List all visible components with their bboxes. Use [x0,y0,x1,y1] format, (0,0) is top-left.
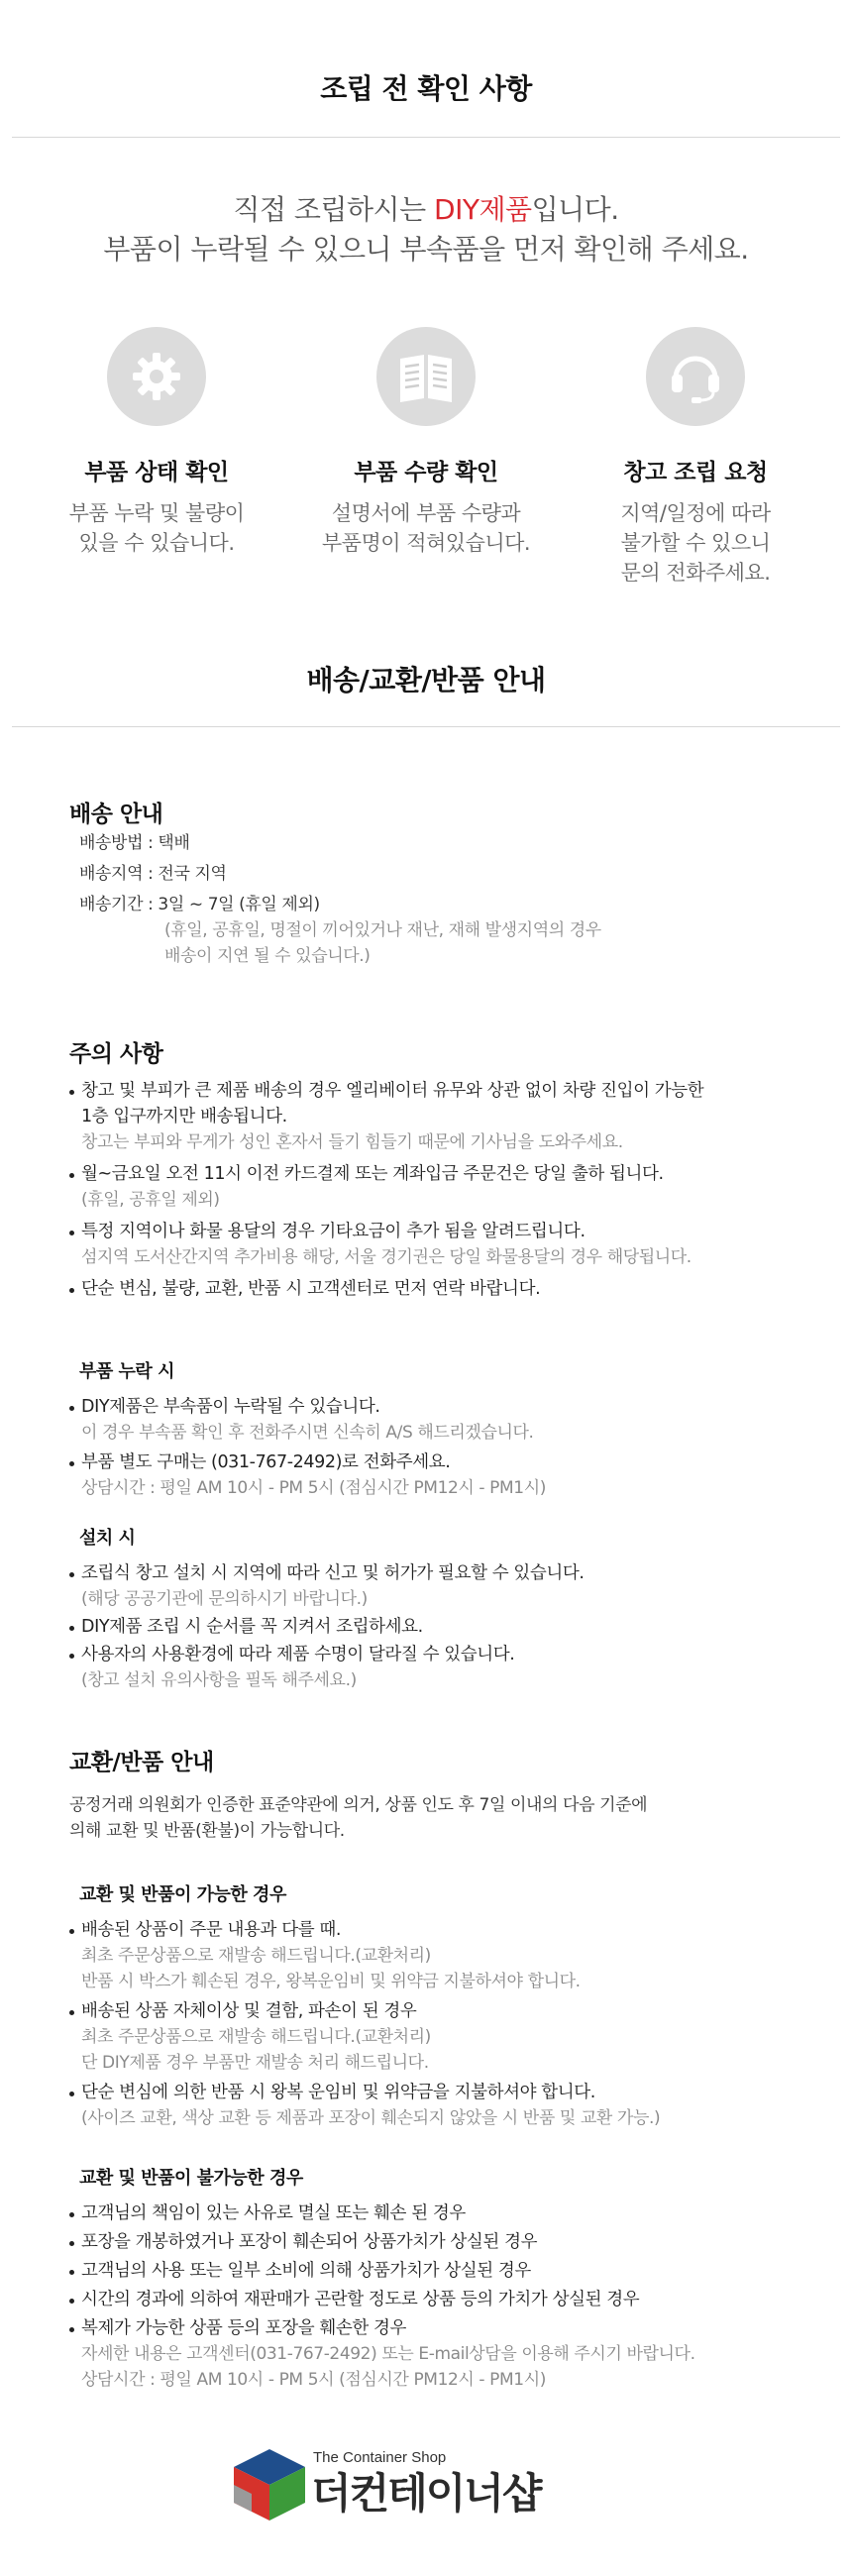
list-item-text: 배송된 상품 자체이상 및 결함, 파손이 된 경우 [81,2001,417,2021]
feature-title: 부품 수량 확인 [354,460,498,485]
bullet-dot [69,1654,74,1659]
list-item [69,1614,822,1640]
exchange-impossible-heading: 교환 및 반품이 불가능한 경우 [79,2168,303,2189]
list-item [69,1394,822,1446]
logo-small-text: The Container Shop [313,2449,447,2466]
divider [12,137,840,138]
bullet-dot [69,1406,74,1411]
bullet-dot [69,1626,74,1631]
list-item-text: 조립식 창고 설치 시 지역에 따라 신고 및 허가가 필요할 수 있습니다. [81,1563,585,1583]
list-item-text: 창고 및 부피가 큰 제품 배송의 경우 엘리베이터 유무와 상관 없이 차량 진입이 가능한 [81,1081,704,1101]
list-item [69,1449,822,1501]
feature-parts-quantity [297,327,555,558]
brand-logo [230,2445,626,2524]
container-logo-icon [230,2447,309,2522]
list-item-text: 단순 변심, 불량, 교환, 반품 시 고객센터로 먼저 연락 바랍니다. [81,1279,541,1299]
bullet-dot [69,1173,74,1178]
bullet-dot [69,2270,74,2275]
diy-highlight: DIY제품 [434,193,532,226]
divider [12,726,840,727]
exchange-intro: 공정거래 의원회가 인증한 표준약관에 의거, 상품 인도 후 7일 이내의 다음 기준에 [69,1795,648,1815]
feature-title: 창고 조립 요청 [623,460,768,485]
list-item-note: (사이즈 교환, 색상 교환 등 제품과 포장이 훼손되지 않았을 시 반품 및 교환 가능.) [81,2108,661,2128]
list-item-text: 고객님의 책임이 있는 사유로 멸실 또는 훼손 된 경우 [81,2203,466,2223]
section-title-shipping: 배송/교환/반품 안내 [306,664,546,697]
list-item-text: DIY제품 조립 시 순서를 꼭 지켜서 조립하세요. [81,1617,423,1637]
page-title: 조립 전 확인 사항 [320,72,532,105]
bullet-dot [69,1090,74,1095]
list-item-note: 섬지역 도서산간지역 추가비용 해당, 서울 경기권은 당일 화물용달의 경우 해당됩니다. [81,1247,692,1267]
list-item-note: 상담시간 : 평일 AM 10시 - PM 5시 (점심시간 PM12시 - PM1시) [81,2370,546,2390]
list-item-text: 특정 지역이나 화물 용달의 경우 기타요금이 추가 됨을 알려드립니다. [81,1222,586,1241]
exchange-heading: 교환/반품 안내 [69,1750,214,1775]
list-item [69,1219,822,1270]
bullet-dot [69,2241,74,2246]
bullet-dot [69,2212,74,2217]
missing-heading: 부품 누락 시 [79,1361,174,1382]
bullet-dot [69,1572,74,1577]
list-item [69,1917,822,1994]
list-item-text: 포장을 개봉하였거나 포장이 훼손되어 상품가치가 상실된 경우 [81,2232,538,2252]
list-item [69,1642,822,1693]
list-item [69,1161,822,1213]
caution-heading: 주의 사항 [69,1041,163,1067]
logo-big-text: 더컨테이너샵 [311,2469,541,2518]
list-item [69,2200,822,2226]
list-item-text: 1층 입구까지만 배송됩니다. [81,1107,287,1127]
delivery-method: 배송방법 : 택배 [79,833,190,853]
list-item-text: 복제가 가능한 상품 등의 포장을 훼손한 경우 [81,2318,407,2338]
list-item [69,1998,822,2076]
feature-title: 부품 상태 확인 [84,460,229,485]
intro-line-1: 직접 조립하시는 DIY제품입니다. [233,193,619,226]
list-item-note: (창고 설치 유의사항을 필독 해주세요.) [81,1670,357,1690]
list-item-note: 자세한 내용은 고객센터(031-767-2492) 또는 E-mail상담을 이용해 주시기 바랍니다. [81,2344,695,2364]
list-item [69,1276,822,1302]
bullet-dot [69,1929,74,1934]
delivery-note: 배송이 지연 될 수 있습니다.) [164,946,371,966]
list-item-text: 시간의 경과에 의하여 재판매가 곤란할 정도로 상품 등의 가치가 상실된 경우 [81,2290,640,2309]
exchange-possible-heading: 교환 및 반품이 가능한 경우 [79,1884,286,1905]
list-item-note: 최초 주문상품으로 재발송 해드립니다.(교환처리) [81,1946,431,1966]
delivery-area: 배송지역 : 전국 지역 [79,864,227,884]
bullet-dot [69,2010,74,2015]
list-item [69,2080,822,2131]
bullet-dot [69,1231,74,1235]
list-item [69,1078,822,1155]
bullet-dot [69,1288,74,1293]
bullet-dot [69,2299,74,2304]
exchange-intro: 의해 교환 및 반품(환불)이 가능합니다. [69,1821,345,1841]
feature-desc: 지역/일정에 따라 불가할 수 있으니 문의 전화주세요. [620,501,771,585]
delivery-heading: 배송 안내 [69,802,163,827]
list-item [69,2287,822,2312]
list-item-note: (해당 공공기관에 문의하시기 바랍니다.) [81,1589,368,1609]
feature-warehouse-request [567,327,824,588]
gear-icon [107,327,206,426]
list-item-note: 단 DIY제품 경우 부품만 재발송 처리 해드립니다. [81,2053,429,2073]
list-item-text: 고객님의 사용 또는 일부 소비에 의해 상품가치가 상실된 경우 [81,2261,531,2281]
feature-parts-condition [28,327,285,558]
list-item [69,2229,822,2255]
delivery-note: (휴일, 공휴일, 명절이 끼어있거나 재난, 재해 발생지역의 경우 [164,920,601,940]
intro-line-2: 부품이 누락될 수 있으니 부속품을 먼저 확인해 주세요. [103,233,749,266]
list-item-note: 최초 주문상품으로 재발송 해드립니다.(교환처리) [81,2027,431,2047]
feature-desc: 설명서에 부품 수량과 부품명이 적혀있습니다. [321,501,531,555]
headset-icon [646,327,745,426]
bullet-dot [69,1461,74,1466]
list-item-note: 반품 시 박스가 훼손된 경우, 왕복운임비 및 위약금 지불하셔야 합니다. [81,1972,581,1991]
install-heading: 설치 시 [79,1528,136,1549]
list-item-text: 사용자의 사용환경에 따라 제품 수명이 달라질 수 있습니다. [81,1645,515,1664]
list-item-text: 월~금요일 오전 11시 이전 카드결제 또는 계좌입금 주문건은 당일 출하 됩니다. [81,1164,664,1184]
bullet-dot [69,2327,74,2332]
list-item [69,2258,822,2284]
feature-desc: 부품 누락 및 불량이 있을 수 있습니다. [68,501,245,555]
list-item-text: 부품 별도 구매는 (031-767-2492)로 전화주세요. [81,1452,451,1472]
delivery-period: 배송기간 : 3일 ~ 7일 (휴일 제외) [79,895,320,914]
book-icon [376,327,476,426]
bullet-dot [69,2092,74,2096]
list-item-note: 이 경우 부속품 확인 후 전화주시면 신속히 A/S 해드리겠습니다. [81,1423,534,1443]
list-item-text: 단순 변심에 의한 반품 시 왕복 운임비 및 위약금을 지불하셔야 합니다. [81,2083,595,2102]
list-item [69,1560,822,1612]
list-item [69,2315,822,2393]
list-item-text: 배송된 상품이 주문 내용과 다를 때. [81,1920,342,1940]
list-item-note: (휴일, 공휴일 제외) [81,1190,220,1210]
list-item-text: DIY제품은 부속품이 누락될 수 있습니다. [81,1397,380,1417]
list-item-note: 창고는 부피와 무게가 성인 혼자서 들기 힘들기 때문에 기사님을 도와주세요. [81,1132,623,1152]
list-item-note: 상담시간 : 평일 AM 10시 - PM 5시 (점심시간 PM12시 - PM1시) [81,1478,546,1498]
